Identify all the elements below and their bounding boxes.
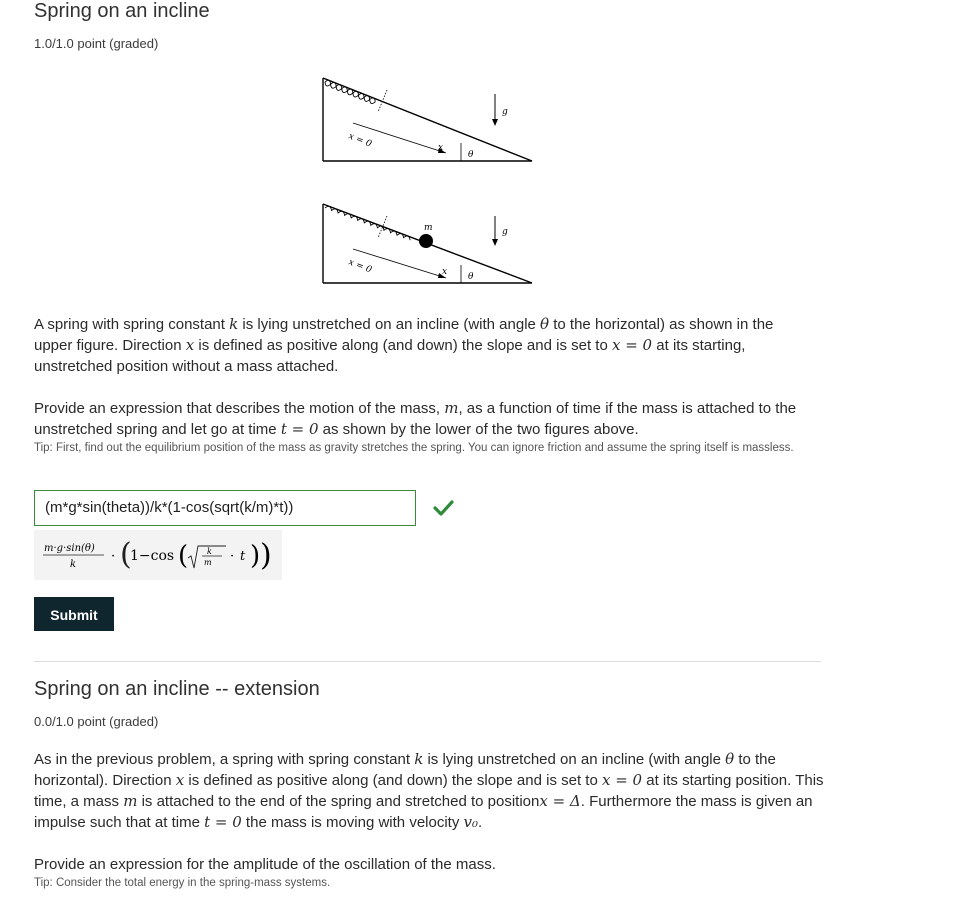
- svg-text:(: (: [120, 537, 132, 572]
- problem-1-tip: Tip: First, find out the equilibrium position of the mass as gravity stretches the spring. You can ignore friction and assume the spring itself is massless.: [34, 442, 794, 454]
- formula-preview: [34, 530, 282, 580]
- section-divider: [34, 661, 821, 662]
- label-x: x: [438, 143, 444, 153]
- label-theta: θ: [468, 150, 474, 160]
- label-m: m: [424, 223, 433, 233]
- label-theta-lower: θ: [468, 272, 474, 282]
- svg-text:): ): [250, 541, 261, 571]
- correct-check-icon: [432, 498, 454, 518]
- submit-button[interactable]: Submit: [34, 597, 114, 631]
- problem-2-points: 0.0/1.0 point (graded): [34, 714, 159, 729]
- problem-1-description: A spring with spring constant k is lying unstretched on an incline (with angle θ to the horizontal) as shown in the upper figure. Direction x is defined as positive along (and down) the slope and is set to x = 0 at its starting, unstretched position without a mass attached.: [34, 315, 774, 375]
- spring: [324, 79, 376, 104]
- label-x0: x = 0: [346, 131, 373, 150]
- preview-frac-k: k: [207, 547, 212, 556]
- preview-dot: ·: [111, 549, 116, 564]
- svg-text:): ): [260, 538, 272, 573]
- preview-dot-2: ·: [230, 549, 235, 564]
- label-x0-lower: x = 0: [346, 257, 373, 276]
- problem-title: Spring on an incline: [34, 0, 210, 22]
- label-x-lower: x: [442, 267, 448, 277]
- preview-one-minus-cos: 1−cos: [130, 548, 175, 564]
- answer-input[interactable]: (m*g*sin(theta))/k*(1-cos(sqrt(k/m)*t)): [34, 490, 416, 526]
- preview-t: t: [240, 549, 246, 564]
- mass-ball: [419, 234, 433, 248]
- incline-figure-lower: [318, 198, 538, 288]
- preview-frac-m: m: [204, 558, 212, 567]
- spring-stretched: [325, 205, 411, 240]
- problem-2-tip: Tip: Consider the total energy in the spring-mass systems.: [34, 877, 331, 889]
- label-g: g: [502, 107, 508, 117]
- incline-figure-upper: [318, 76, 538, 166]
- problem-2-description: As in the previous problem, a spring with spring constant k is lying unstretched on an incline (with angle θ to the horizontal). Direction x is defined as positive along (and down) the slope and is set to x = 0 at its starting position. This time, a mass m is attached to the end of the spring and stretched to positionx = Δ. Furthermore the mass is given an impulse such that at time t = 0 the mass is moving with velocity v₀.: [34, 750, 824, 831]
- preview-numerator: m·g·sin(θ): [44, 543, 95, 554]
- incline-line: [323, 78, 532, 161]
- problem-1-question: Provide an expression that describes the motion of the mass, m, as a function of time if the mass is attached to the unstretched spring and let go at time t = 0 as shown by the lower of the two figures above.: [34, 399, 797, 438]
- preview-denominator: k: [70, 559, 77, 570]
- problem-points: 1.0/1.0 point (graded): [34, 36, 159, 51]
- problem-2-question: Provide an expression for the amplitude of the oscillation of the mass.: [34, 856, 496, 873]
- svg-text:(: (: [178, 541, 189, 571]
- label-g-lower: g: [502, 227, 508, 237]
- problem-2-title: Spring on an incline -- extension: [34, 678, 320, 700]
